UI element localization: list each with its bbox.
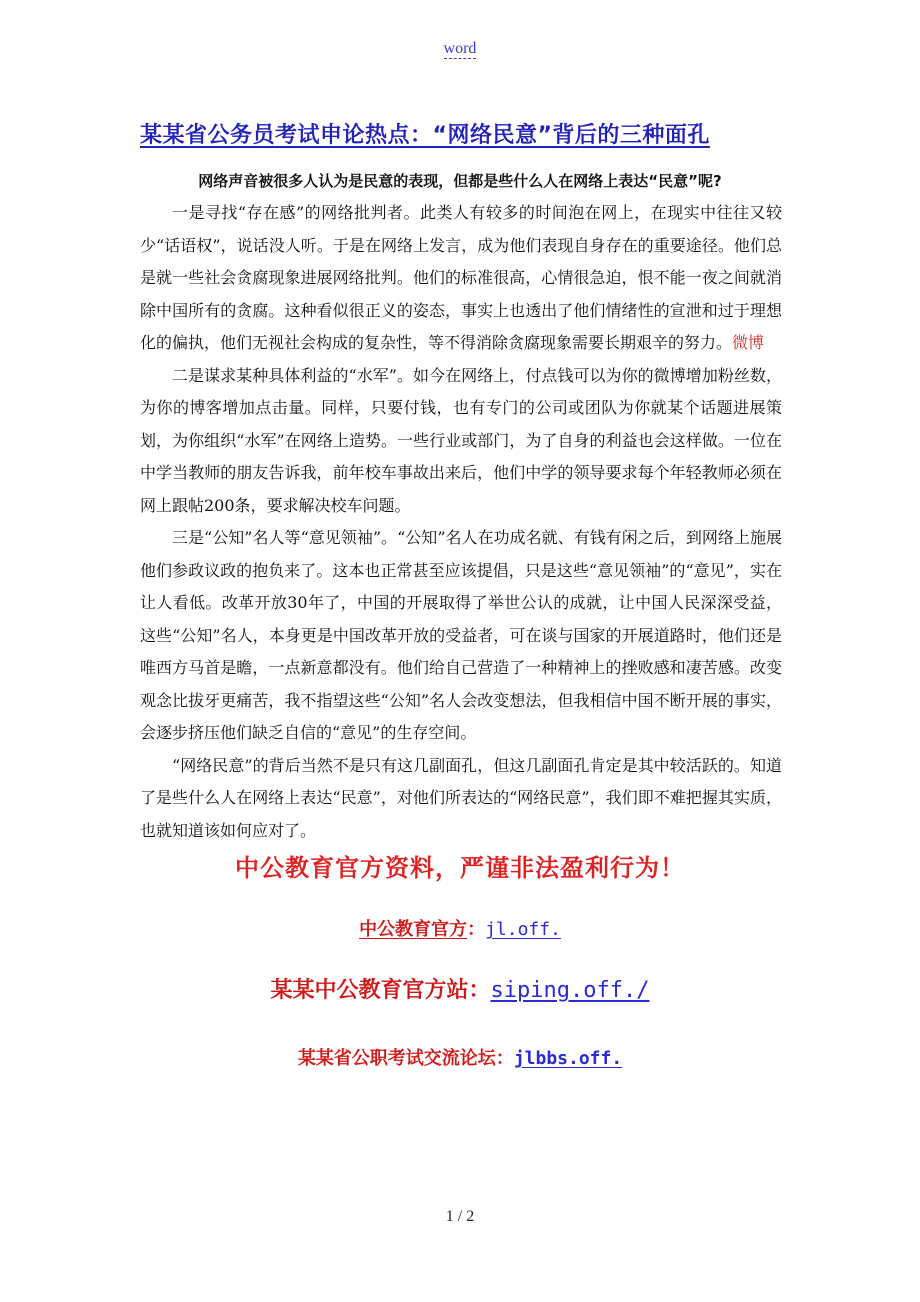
header-word-link[interactable] xyxy=(0,40,920,58)
paragraph-2: 二是谋求某种具体利益的“水军”。如今在网络上，付点钱可以为你的微博增加粉丝数，为你的博客增加点击量。同样，只要付钱，也有专门的公司或团队为你就某个话题进展策划，为你组织“水军”在网络上造势。一些行业或部门，为了自身的利益也会这样做。一位在中学当教师的朋友告诉我，前年校车事故出来后，他们中学的领导要求每个年轻教师必须在网上跟帖200条，要求解决校车问题。 xyxy=(140,365,782,515)
site-link[interactable]: siping.off./ xyxy=(490,978,650,1003)
paragraph-3: 三是“公知”名人等“意见领袖”。“公知”名人在功成名就、有钱有闲之后，到网络上施展他们参政议政的抱负来了。这本也正常甚至应该提倡，只是这些“意见领袖”的“意见”，实在让人看低。改革开放30年了，中国的开展取得了举世公认的成就，让中国人民深深受益，这些“公知”名人，本身更是中国改革开放的受益者，可在谈与国家的开展道路时，他们还是唯西方马首是瞻，一点新意都没有。他们给自己营造了一种精神上的挫败感和凄苦感。改变观念比拔牙更痛苦，我不指望这些“公知”名人会改变想法，但我相信中国不断开展的事实，会逐步挤压他们缺乏自信的“意见”的生存空间。 xyxy=(140,528,782,742)
paragraph-1 xyxy=(140,197,782,360)
promo-site-line xyxy=(0,973,920,1004)
article-title[interactable]: 某某省公务员考试申论热点：“网络民意”背后的三种面孔 xyxy=(140,123,710,148)
header-link-text[interactable]: word xyxy=(443,40,477,57)
article-subtitle: 网络声音被很多人认为是民意的表现，但都是些什么人在网络上表达“民意”呢? xyxy=(198,172,722,190)
forum-label: 某某省公职考试交流论坛 xyxy=(297,1048,496,1069)
official-separator: ： xyxy=(467,919,486,940)
promo-notice: 中公教育官方资料，严谨非法盈利行为！ xyxy=(235,854,685,882)
article-body xyxy=(140,197,782,847)
promo-forum-line xyxy=(0,1044,920,1070)
site-label: 某某中公教育官方站： xyxy=(270,978,491,1003)
weibo-red-word: 微博 xyxy=(732,333,765,352)
forum-link[interactable]: jlbbs.off. xyxy=(513,1048,623,1069)
official-label[interactable]: 中公教育官方 xyxy=(359,919,468,940)
forum-separator: ： xyxy=(495,1048,514,1069)
paragraph-4: “网络民意”的背后当然不是只有这几副面孔，但这几副面孔肯定是其中较活跃的。知道了是些什么人在网络上表达“民意”，对他们所表达的“网络民意”，我们即不难把握其实质，也就知道该如何应对了。 xyxy=(140,755,782,840)
page-number: 1 / 2 xyxy=(445,1208,475,1225)
official-link[interactable]: jl.off. xyxy=(485,919,561,940)
promo-official-line xyxy=(0,915,920,941)
paragraph-1-text: 一是寻找“存在感”的网络批判者。此类人有较多的时间泡在网上，在现实中往往又较少“话语权”，说话没人听。于是在网络上发言，成为他们表现自身存在的重要途径。他们总是就一些社会贪腐现象进展网络批判。他们的标准很高，心情很急迫，恨不能一夜之间就消除中国所有的贪腐。这种看似很正义的姿态，事实上也透出了他们情绪性的宣泄和过于理想化的偏执，他们无视社会构成的复杂性，等不得消除贪腐现象需要长期艰辛的努力。 xyxy=(140,203,782,352)
